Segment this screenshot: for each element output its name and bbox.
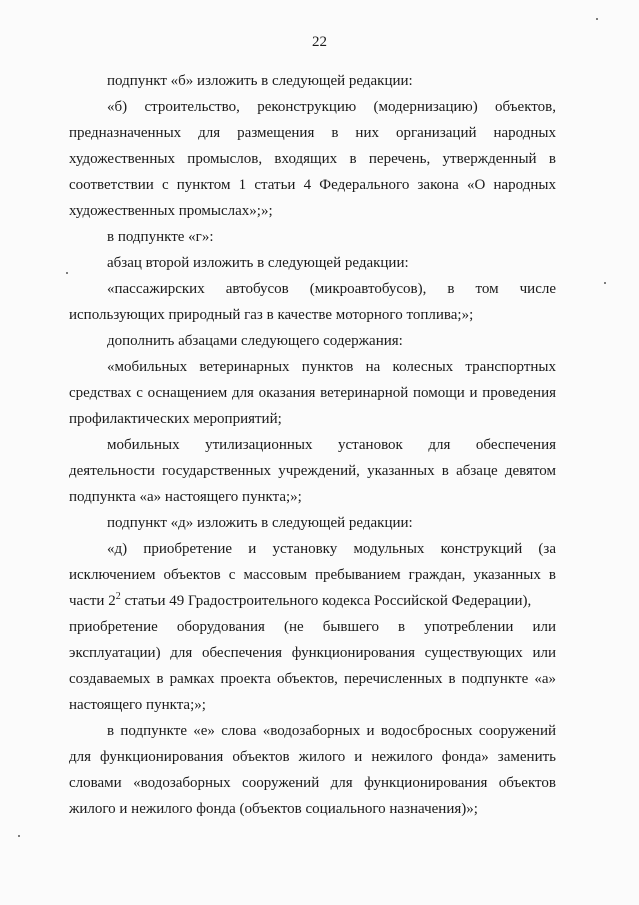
text-line: художественных промыслов, входящих в перечень, утвержденный в [69,151,556,167]
text-line: «пассажирских автобусов (микроавтобусов), в том числе [107,281,556,297]
text-line: «мобильных ветеринарных пунктов на колесных транспортных [107,359,556,375]
text-line: использующих природный газ в качестве моторного топлива;»; [69,307,474,323]
text-line: жилого и нежилого фонда (объектов социального назначения)»; [69,801,478,817]
text-line: в подпункте «г»: [107,229,214,245]
text-line: профилактических мероприятий; [69,411,282,427]
text-line: средствах с оснащением для оказания ветеринарной помощи и проведения [69,385,556,401]
scan-speck [18,835,20,837]
scan-speck [604,282,606,284]
text-line: подпункт «д» изложить в следующей редакции: [107,515,413,531]
text-line: в подпункте «е» слова «водозаборных и водосбросных сооружений [107,723,556,739]
page-number: 22 [312,34,327,50]
document-body [69,68,556,822]
scan-speck [596,18,598,20]
superscript: 2 [115,591,121,602]
text-line: дополнить абзацами следующего содержания: [107,333,403,349]
text-line: исключением объектов с массовым пребыванием граждан, указанных в [69,567,556,583]
text-line: «д) приобретение и установку модульных конструкций (за [107,541,556,557]
scan-speck [66,272,68,274]
text-line: «б) строительство, реконструкцию (модернизацию) объектов, [107,99,556,115]
text-line: создаваемых в рамках проекта объектов, перечисленных в подпункте «а» [69,671,556,687]
text-line: подпункт «б» изложить в следующей редакции: [107,73,413,89]
text-line: подпункта «а» настоящего пункта;»; [69,489,302,505]
text-line: эксплуатации) для обеспечения функционирования существующих или [69,645,556,661]
text-line: соответствии с пунктом 1 статьи 4 Федерального закона «О народных [69,177,556,193]
text-line: предназначенных для размещения в них организаций народных [69,125,556,141]
text-line [69,588,556,614]
text-line: приобретение оборудования (не бывшего в употреблении или [69,619,556,635]
text-line: художественных промыслах»;»; [69,203,273,219]
text-fragment: части 2 [69,593,116,609]
text-fragment: статьи 49 Градостроительного кодекса Российской Федерации), [120,593,532,609]
text-line: для функционирования объектов жилого и нежилого фонда» заменить [69,749,556,765]
text-line: словами «водозаборных сооружений для функционирования объектов [69,775,556,791]
text-line: абзац второй изложить в следующей редакции: [107,255,409,271]
text-line: настоящего пункта;»; [69,697,206,713]
text-line: деятельности государственных учреждений, указанных в абзаце девятом [69,463,556,479]
text-line: мобильных утилизационных установок для обеспечения [107,437,556,453]
